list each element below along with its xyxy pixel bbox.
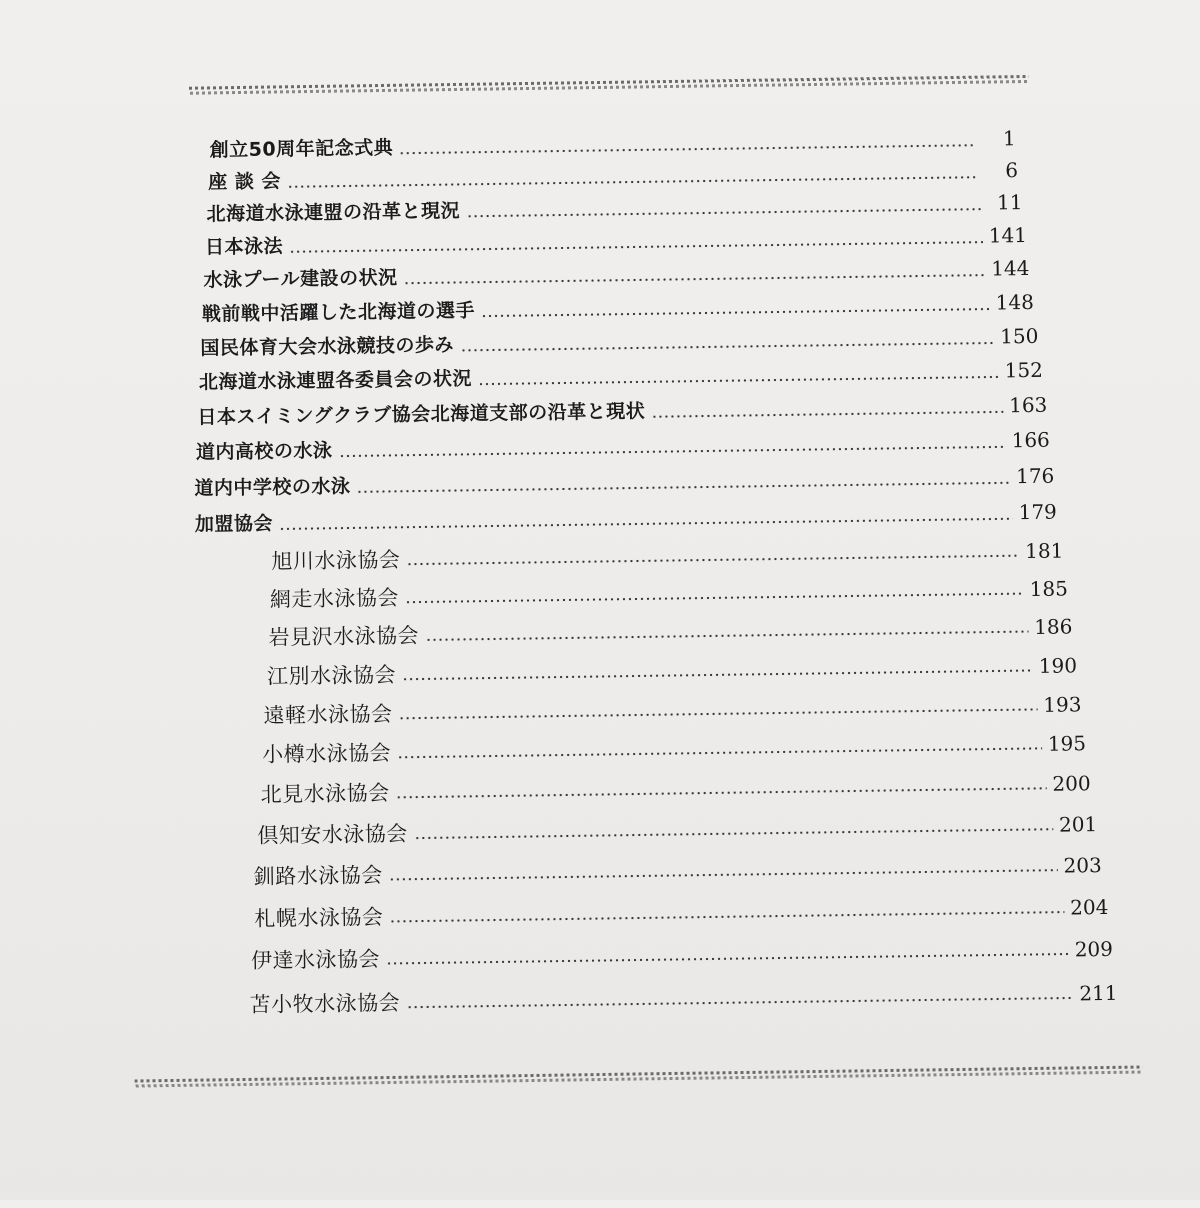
toc-entry-page: 163 — [1009, 393, 1048, 418]
toc-entry-title: 小樽水泳協会 — [262, 737, 391, 769]
toc-entry-title: 網走水泳協会 — [270, 582, 399, 614]
toc-entry-title: 加盟協会 — [195, 509, 273, 537]
toc-entry-title: 北見水泳協会 — [260, 777, 389, 809]
toc-entry-title: 札幌水泳協会 — [254, 901, 383, 933]
toc-sub-entry — [249, 977, 1117, 1021]
toc-entry-title: 北海道水泳連盟の沿革と現況 — [206, 196, 460, 227]
toc-entry-page: 195 — [1048, 731, 1087, 756]
toc-entry-page: 176 — [1016, 464, 1055, 489]
toc-entry-title: 国民体育大会水泳競技の歩み — [200, 330, 454, 361]
toc-sub-entry — [271, 535, 1063, 578]
toc-entry-page: 209 — [1075, 937, 1114, 962]
toc-entry-title: 釧路水泳協会 — [254, 859, 383, 891]
toc-entry-title: 江別水泳協会 — [267, 659, 396, 691]
toc-entry-title: 創立50周年記念式典 — [209, 133, 393, 163]
dot-leader — [396, 786, 1047, 798]
toc-entry-page: 144 — [991, 256, 1030, 281]
dot-leader — [287, 175, 978, 188]
dot-leader — [386, 952, 1069, 965]
toc-sub-entry — [267, 649, 1077, 692]
dot-leader — [279, 517, 1013, 530]
toc-entry-title: 水泳プール建設の状況 — [203, 263, 397, 293]
toc-entry-page: 141 — [989, 223, 1028, 248]
toc-sub-entry — [260, 767, 1090, 811]
toc-entry-title: 日本泳法 — [205, 231, 283, 259]
toc-entry-page: 11 — [988, 190, 1022, 214]
toc-entry-page: 204 — [1070, 895, 1109, 920]
toc-entry-page: 148 — [996, 290, 1035, 315]
toc-entry-page: 193 — [1043, 692, 1082, 717]
toc-sub-entry — [268, 610, 1072, 653]
dot-leader — [389, 910, 1064, 922]
dot-leader — [406, 996, 1073, 1008]
toc-entry-page: 1 — [981, 126, 1015, 150]
toc-entry-page: 181 — [1025, 539, 1064, 564]
toc-sub-entry — [251, 933, 1113, 977]
toc-entry-title: 道内高校の水泳 — [196, 436, 333, 465]
dot-leader — [460, 341, 994, 351]
toc-sub-entry — [270, 572, 1068, 615]
toc-entry-title: 戦前戦中活躍した北海道の選手 — [202, 296, 475, 327]
toc-entry-title: 道内中学校の水泳 — [194, 471, 350, 500]
toc-entry — [195, 498, 1057, 542]
dot-leader — [399, 143, 976, 154]
toc-entry-page: 179 — [1018, 500, 1057, 525]
toc-entry-title: 倶知安水泳協会 — [257, 818, 408, 850]
dot-leader — [404, 273, 986, 284]
toc-entry-page: 190 — [1039, 653, 1078, 678]
dot-leader — [402, 668, 1033, 680]
dot-leader — [414, 827, 1053, 839]
dot-leader — [481, 307, 990, 317]
toc-entry-page: 211 — [1079, 981, 1118, 1006]
toc-entry-title: 座 談 会 — [208, 166, 281, 194]
dot-leader — [651, 410, 1003, 418]
toc-entry-page: 203 — [1063, 853, 1102, 878]
toc-entry-page: 152 — [1004, 358, 1043, 383]
toc-entry-page: 200 — [1052, 771, 1091, 796]
dot-leader — [338, 445, 1005, 457]
dot-leader — [425, 630, 1028, 641]
dot-leader — [466, 207, 982, 217]
toc-sub-entry — [254, 849, 1102, 893]
dot-leader — [397, 746, 1042, 758]
bottom-ornamental-border — [135, 1064, 1143, 1088]
dot-leader — [405, 592, 1024, 604]
dot-leader — [478, 375, 999, 385]
toc-entry-page: 201 — [1059, 812, 1098, 837]
toc-entry-title: 旭川水泳協会 — [271, 544, 400, 576]
toc-sub-entry — [263, 688, 1081, 731]
toc-entry-title: 遠軽水泳協会 — [263, 698, 392, 730]
dot-leader — [356, 481, 1010, 493]
dot-leader — [389, 868, 1058, 880]
toc-entry-title: 日本スイミングクラブ協会北海道支部の沿革と現状 — [197, 396, 645, 429]
toc-entry-page: 185 — [1030, 576, 1069, 601]
top-ornamental-border — [189, 74, 1029, 96]
toc-entry-title: 苫小牧水泳協会 — [249, 987, 400, 1019]
toc-entry-title: 伊達水泳協会 — [251, 943, 380, 975]
toc-entry-title: 北海道水泳連盟各委員会の状況 — [199, 364, 472, 395]
dot-leader — [399, 707, 1038, 719]
toc-sub-entry — [262, 727, 1086, 771]
toc-entry-page: 166 — [1011, 428, 1050, 453]
toc-entry-page: 150 — [1000, 324, 1039, 349]
dot-leader — [406, 554, 1019, 566]
toc-entry-title: 岩見沢水泳協会 — [268, 620, 419, 652]
toc-sub-entry — [257, 808, 1097, 852]
toc-entry-page: 6 — [984, 158, 1018, 182]
table-of-contents — [0, 0, 1192, 8]
toc-sub-entry — [254, 891, 1108, 935]
dot-leader — [289, 240, 983, 253]
toc-entry-page: 186 — [1034, 614, 1073, 639]
